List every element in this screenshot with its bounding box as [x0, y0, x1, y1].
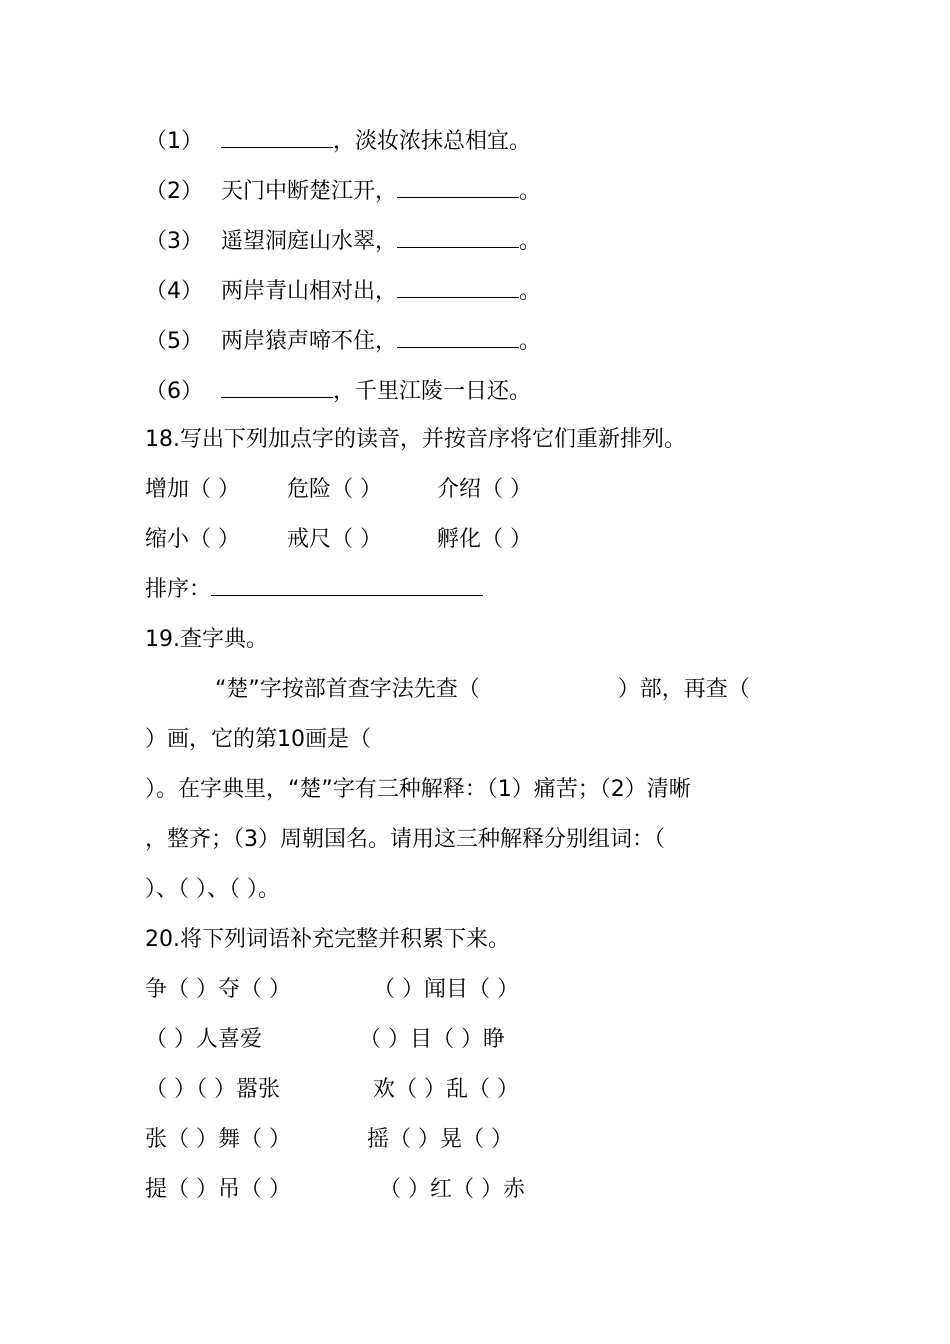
idiom-item: （ ）闻目（ ）: [373, 977, 519, 1002]
answer-blank[interactable]: [397, 277, 519, 298]
q19-line-4: ，整齐；（3）周朝国名。请用这三种解释分别组词：（: [145, 827, 665, 852]
idiom-item: （ ）（ ）嚣张: [145, 1077, 280, 1102]
poem-text: 。: [519, 229, 542, 254]
idiom-item: （ ）红（ ）赤: [379, 1177, 525, 1202]
q20-row-5: [145, 1174, 525, 1206]
poem-text: 两岸猿声啼不住，: [221, 329, 398, 354]
q19-title: 19.查字典。: [145, 627, 268, 652]
poem-text: 。: [519, 179, 542, 204]
poem-text: ，淡妆浓抹总相宜。: [333, 129, 532, 154]
q20-row-1: [145, 974, 519, 1006]
sort-answer-blank[interactable]: [211, 575, 483, 596]
poem-text: 。: [519, 329, 542, 354]
idiom-item: 提（ ）吊（ ）: [145, 1177, 291, 1202]
q18-sort-line: [145, 574, 483, 606]
idiom-item: 张（ ）舞（ ）: [145, 1127, 291, 1152]
answer-blank[interactable]: [397, 327, 519, 348]
answer-blank[interactable]: [221, 377, 333, 398]
poem-text: ，千里江陵一日还。: [333, 379, 532, 404]
poem-text: 。: [519, 279, 542, 304]
idiom-item: 摇（ ）晃（ ）: [367, 1127, 513, 1152]
q18-row-2: [145, 524, 532, 556]
word-item: 戒尺（ ）: [287, 527, 382, 552]
word-item: 危险（ ）: [287, 477, 382, 502]
poem-text: 天门中断楚江开，: [221, 179, 398, 204]
sort-label: 排序：: [145, 577, 212, 602]
word-item: 介绍（ ）: [437, 477, 532, 502]
q18-title: 18.写出下列加点字的读音，并按音序将它们重新排列。: [145, 427, 686, 452]
q20-row-3: [145, 1074, 519, 1106]
poem-item-2: [145, 176, 541, 208]
q20-row-4: [145, 1124, 513, 1156]
word-item: 增加（ ）: [145, 477, 240, 502]
item-number: （6）: [145, 379, 203, 404]
poem-text: 两岸青山相对出，: [221, 279, 398, 304]
q19-text: ）部，再查（: [617, 677, 750, 702]
poem-text: 遥望洞庭山水翠，: [221, 229, 398, 254]
idiom-item: 争（ ）夺（ ）: [145, 977, 291, 1002]
q19-line-3: ）。在字典里，“楚”字有三种解释：（1）痛苦；（2）清晰: [145, 777, 691, 802]
poem-item-6: [145, 376, 531, 408]
item-number: （4）: [145, 279, 203, 304]
answer-blank[interactable]: [397, 227, 519, 248]
answer-blank[interactable]: [221, 127, 333, 148]
poem-item-5: [145, 326, 541, 358]
idiom-item: 欢（ ）乱（ ）: [373, 1077, 519, 1102]
item-number: （2）: [145, 179, 203, 204]
idiom-item: （ ）目（ ）睁: [359, 1027, 505, 1052]
poem-item-4: [145, 276, 541, 308]
answer-blank[interactable]: [397, 177, 519, 198]
q19-line-2: ）画，它的第10画是（: [145, 727, 371, 752]
q19-text: “楚”字按部首查字法先查（: [215, 677, 480, 702]
item-number: （1）: [145, 129, 203, 154]
q19-line-5: ）、（ ）、（ ）。: [145, 877, 280, 902]
word-item: 缩小（ ）: [145, 527, 240, 552]
q19-line-1: [215, 674, 750, 706]
poem-item-1: [145, 126, 531, 158]
item-number: （3）: [145, 229, 203, 254]
idiom-item: （ ）人喜爱: [145, 1027, 262, 1052]
q20-title: 20.将下列词语补充完整并积累下来。: [145, 927, 510, 952]
item-number: （5）: [145, 329, 203, 354]
poem-item-3: [145, 226, 541, 258]
word-item: 孵化（ ）: [437, 527, 532, 552]
q18-row-1: [145, 474, 532, 506]
q20-row-2: [145, 1024, 505, 1056]
